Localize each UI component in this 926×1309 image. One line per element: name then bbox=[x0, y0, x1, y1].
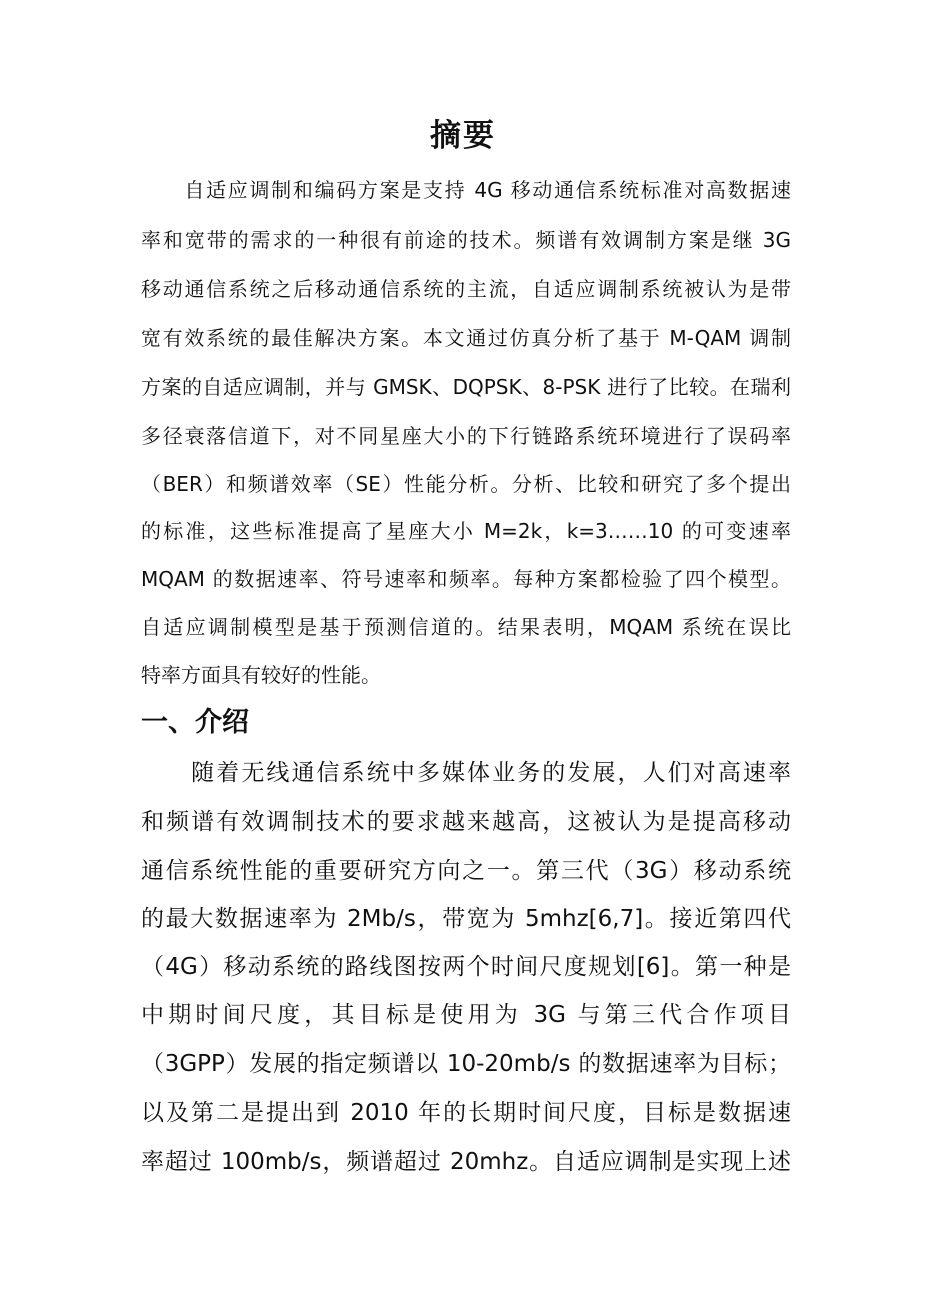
abstract-line: 宽有效系统的最佳解决方案。本文通过仿真分析了基于 M-QAM 调制 bbox=[141, 326, 791, 350]
intro-line: 的最大数据速率为 2Mb/s，带宽为 5mhz[6,7]。接近第四代 bbox=[141, 906, 791, 932]
intro-line: （3GPP）发展的指定频谱以 10-20mb/s 的数据速率为目标； bbox=[141, 1051, 791, 1077]
abstract-line: 移动通信系统之后移动通信系统的主流，自适应调制系统被认为是带 bbox=[141, 277, 791, 301]
abstract-line: 多径衰落信道下，对不同星座大小的下行链路系统环境进行了误码率 bbox=[141, 424, 791, 448]
intro-line: 以及第二是提出到 2010 年的长期时间尺度，目标是数据速 bbox=[141, 1100, 791, 1126]
abstract-line: 特率方面具有较好的性能。 bbox=[141, 663, 381, 687]
abstract-line: 方案的自适应调制，并与 GMSK、DQPSK、8-PSK 进行了比较。在瑞利 bbox=[141, 375, 791, 399]
section-heading: 一、介绍 bbox=[141, 707, 249, 738]
intro-line: 和频谱有效调制技术的要求越来越高，这被认为是提高移动 bbox=[141, 809, 791, 835]
abstract-line: 的标准，这些标准提高了星座大小 M=2k，k=3……10 的可变速率 bbox=[141, 519, 791, 543]
abstract-line: MQAM 的数据速率、符号速率和频率。每种方案都检验了四个模型。 bbox=[141, 567, 791, 591]
intro-line: 中期时间尺度，其目标是使用为 3G 与第三代合作项目 bbox=[141, 1002, 791, 1028]
abstract-line: （BER）和频谱效率（SE）性能分析。分析、比较和研究了多个提出 bbox=[141, 472, 791, 496]
intro-line: 通信系统性能的重要研究方向之一。第三代（3G）移动系统 bbox=[141, 858, 791, 884]
abstract-line: 率和宽带的需求的一种很有前途的技术。频谱有效调制方案是继 3G bbox=[141, 228, 791, 252]
abstract-title: 摘要 bbox=[430, 118, 496, 154]
abstract-line: 自适应调制模型是基于预测信道的。结果表明，MQAM 系统在误比 bbox=[141, 615, 791, 639]
abstract-line: 自适应调制和编码方案是支持 4G 移动通信系统标准对高数据速 bbox=[141, 178, 791, 202]
intro-line: 率超过 100mb/s，频谱超过 20mhz。自适应调制是实现上述 bbox=[141, 1149, 791, 1175]
intro-line: （4G）移动系统的路线图按两个时间尺度规划[6]。第一种是 bbox=[141, 954, 791, 980]
intro-line: 随着无线通信系统中多媒体业务的发展，人们对高速率 bbox=[141, 760, 791, 786]
